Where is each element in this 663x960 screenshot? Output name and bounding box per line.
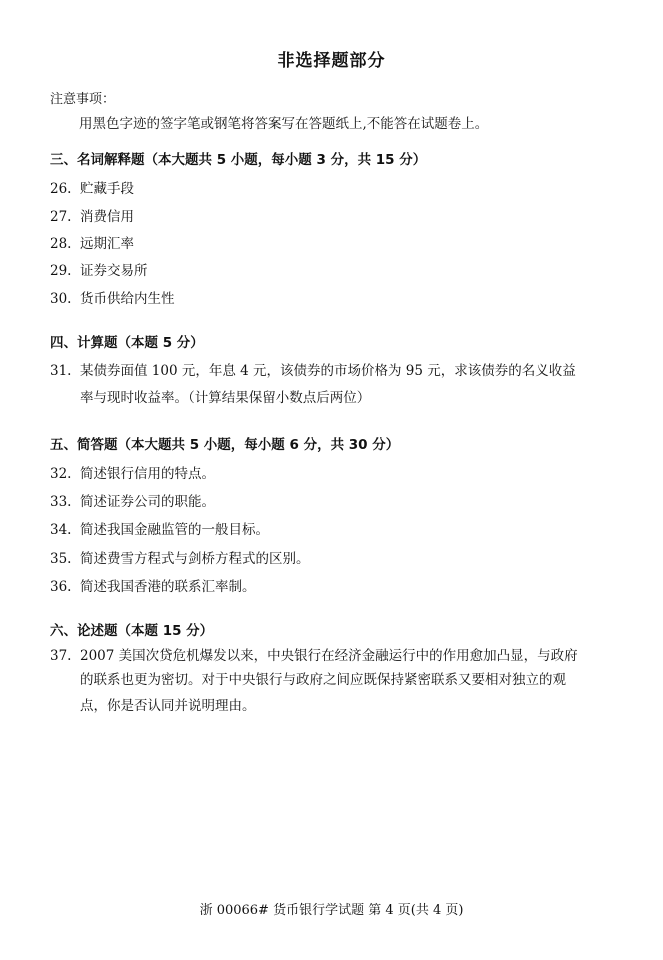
question-text: 远期汇率: [80, 236, 134, 252]
question-text: 货币供给内生性: [80, 291, 175, 307]
question-37: [50, 644, 578, 664]
question-number: 33.: [50, 494, 72, 510]
question-text: 消费信用: [80, 209, 134, 225]
question-number: 35.: [50, 551, 72, 567]
question-text: 简述银行信用的特点。: [80, 466, 215, 482]
page-footer: 浙 00066# 货币银行学试题 第 4 页(共 4 页): [199, 903, 464, 918]
question-34: [50, 518, 269, 538]
question-text: 简述证券公司的职能。: [80, 494, 215, 510]
question-text: 简述我国金融监管的一般目标。: [80, 522, 269, 538]
question-text: 简述我国香港的联系汇率制。: [80, 579, 256, 595]
section-heading-6: 六、论述题（本题 15 分）: [50, 623, 214, 639]
question-number: 36.: [50, 579, 72, 595]
question-37-continuation-2: 点，你是否认同并说明理由。: [80, 698, 256, 714]
question-37-continuation-1: 的联系也更为密切。对于中央银行与政府之间应既保持紧密联系又要相对独立的观: [80, 672, 566, 688]
question-31: [50, 359, 576, 379]
question-36: [50, 575, 256, 595]
question-32: [50, 462, 215, 482]
question-text: 贮藏手段: [80, 181, 134, 197]
question-number: 29.: [50, 263, 72, 279]
question-number: 37.: [50, 648, 72, 664]
section-heading-5: 五、简答题（本大题共 5 小题，每小题 6 分，共 30 分）: [50, 437, 400, 453]
notice-body: 用黑色字迹的签字笔或钢笔将答案写在答题纸上,不能答在试题卷上。: [79, 116, 489, 132]
section-heading-3: 三、名词解释题（本大题共 5 小题，每小题 3 分，共 15 分）: [50, 152, 427, 168]
question-33: [50, 490, 215, 510]
question-35: [50, 547, 310, 567]
question-29: [50, 259, 148, 279]
notice-heading: 注意事项：: [50, 92, 116, 107]
question-text: 简述费雪方程式与剑桥方程式的区别。: [80, 551, 310, 567]
question-number: 30.: [50, 291, 72, 307]
question-text: 证券交易所: [80, 263, 148, 279]
question-number: 32.: [50, 466, 72, 482]
question-text: 某债券面值 100 元，年息 4 元，该债券的市场价格为 95 元，求该债券的名义收益: [80, 363, 576, 379]
question-number: 28.: [50, 236, 72, 252]
question-number: 27.: [50, 209, 72, 225]
question-28: [50, 232, 134, 252]
question-text: 2007 美国次贷危机爆发以来，中央银行在经济金融运行中的作用愈加凸显，与政府: [80, 648, 578, 664]
question-26: [50, 177, 134, 197]
question-30: [50, 287, 175, 307]
question-27: [50, 205, 134, 225]
section-heading-4: 四、计算题（本题 5 分）: [50, 335, 204, 351]
page-title: 非选择题部分: [277, 51, 386, 71]
question-number: 26.: [50, 181, 72, 197]
question-31-continuation: 率与现时收益率。（计算结果保留小数点后两位）: [80, 390, 371, 406]
question-number: 31.: [50, 363, 72, 379]
question-number: 34.: [50, 522, 72, 538]
